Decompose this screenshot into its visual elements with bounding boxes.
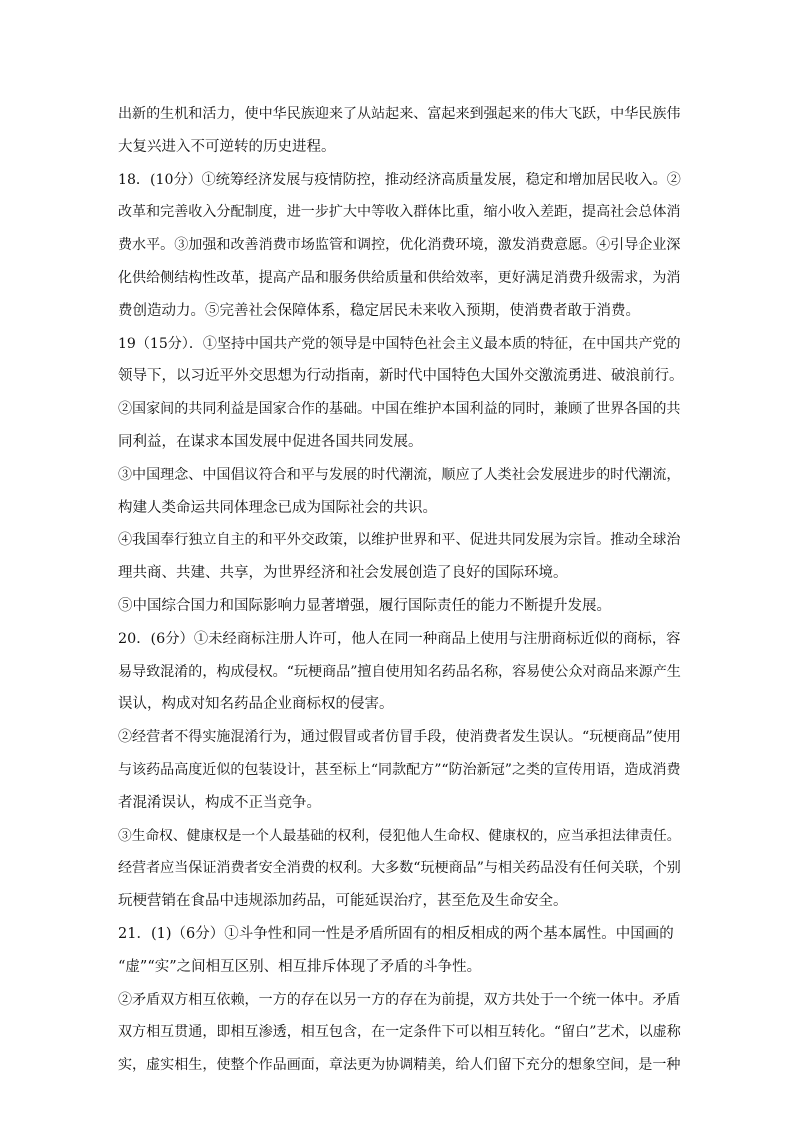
question-18-line: 18．(10分）①统筹经济发展与疫情防控，推动经济高质量发展，稳定和增加居民收入。②	[118, 171, 681, 188]
text-line: ②矛盾双方相互依赖，一方的存在以另一方的存在为前提，双方共处于一个统一体中。矛盾	[118, 991, 681, 1008]
text-line: 经营者应当保证消费者安全消费的权利。大多数“玩梗商品”与相关药品没有任何关联，个别	[118, 860, 681, 877]
text-line: 实，虚实相生，使整个作品画面，章法更为协调精美，给人们留下充分的想象空间，是一种	[118, 1057, 681, 1074]
text-line: ③中国理念、中国倡议符合和平与发展的时代潮流，顺应了人类社会发展进步的时代潮流，	[118, 466, 681, 483]
text-line: 大复兴进入不可逆转的历史进程。	[118, 138, 336, 155]
text-line: 玩梗营销在食品中违规添加药品，可能延误治疗，甚至危及生命安全。	[118, 893, 568, 910]
text-line: 理共商、共建、共享，为世界经济和社会发展创造了良好的国际环境。	[118, 565, 568, 582]
question-19-line: 19（15分）．①坚持中国共产党的领导是中国特色社会主义最本质的特征，在中国共产党的	[118, 335, 681, 352]
text-line: 费水平。③加强和改善消费市场监管和调控，优化消费环境，激发消费意愿。④引导企业深	[118, 237, 681, 254]
text-line: 出新的生机和活力，使中华民族迎来了从站起来、富起来到强起来的伟大飞跃，中华民族伟	[118, 106, 681, 122]
text-line: 与该药品高度近似的包装设计，甚至标上“同款配方”“防治新冠”之类的宣传用语，造成消费	[118, 761, 681, 778]
question-20-line: 20．(6分）①未经商标注册人许可，他人在同一种商品上使用与注册商标近似的商标，容	[118, 630, 681, 647]
text-line: ②经营者不得实施混淆行为，通过假冒或者仿冒手段，使消费者发生误认。“玩梗商品”使用	[118, 729, 681, 746]
document-body	[118, 98, 684, 1082]
text-line: 费创造动力。⑤完善社会保障体系，稳定居民未来收入预期，使消费者敢于消费。	[118, 302, 640, 319]
text-line: “虚”“实”之间相互区别、相互排斥体现了矛盾的斗争性。	[118, 958, 482, 975]
text-line: ②国家间的共同利益是国家合作的基础。中国在维护本国利益的同时，兼顾了世界各国的共	[118, 401, 681, 418]
text-line: 易导致混淆的，构成侵权。“玩梗商品”擅自使用知名药品名称，容易使公众对商品来源产生	[118, 663, 681, 680]
text-line: ④我国奉行独立自主的和平外交政策，以维护世界和平、促进共同发展为宗旨。推动全球治	[118, 532, 681, 549]
text-line: 误认，构成对知名药品企业商标权的侵害。	[118, 696, 394, 713]
question-21-line: 21．(1)（6分）①斗争性和同一性是矛盾所固有的相反相成的两个基本属性。中国画的	[118, 925, 674, 942]
text-line: ③生命权、健康权是一个人最基础的权利，侵犯他人生命权、健康权的，应当承担法律责任。	[118, 827, 681, 844]
text-line: 者混淆误认，构成不正当竞争。	[118, 794, 321, 811]
text-line: 构建人类命运共同体理念已成为国际社会的共识。	[118, 499, 437, 516]
text-line: 双方相互贯通，即相互渗透，相互包含，在一定条件下可以相互转化。“留白”艺术，以虚称	[118, 1024, 681, 1041]
text-line: 化供给侧结构性改革，提高产品和服务供给质量和供给效率，更好满足消费升级需求，为消	[118, 269, 681, 286]
text-line: ⑤中国综合国力和国际影响力显著增强，履行国际责任的能力不断提升发展。	[118, 597, 611, 614]
text-line: 同利益，在谋求本国发展中促进各国共同发展。	[118, 433, 423, 450]
text-line: 领导下，以习近平外交思想为行动指南，新时代中国特色大国外交激流勇进、破浪前行。	[118, 368, 684, 385]
text-line: 改革和完善收入分配制度，进一步扩大中等收入群体比重，缩小收入差距，提高社会总体消	[118, 204, 681, 221]
